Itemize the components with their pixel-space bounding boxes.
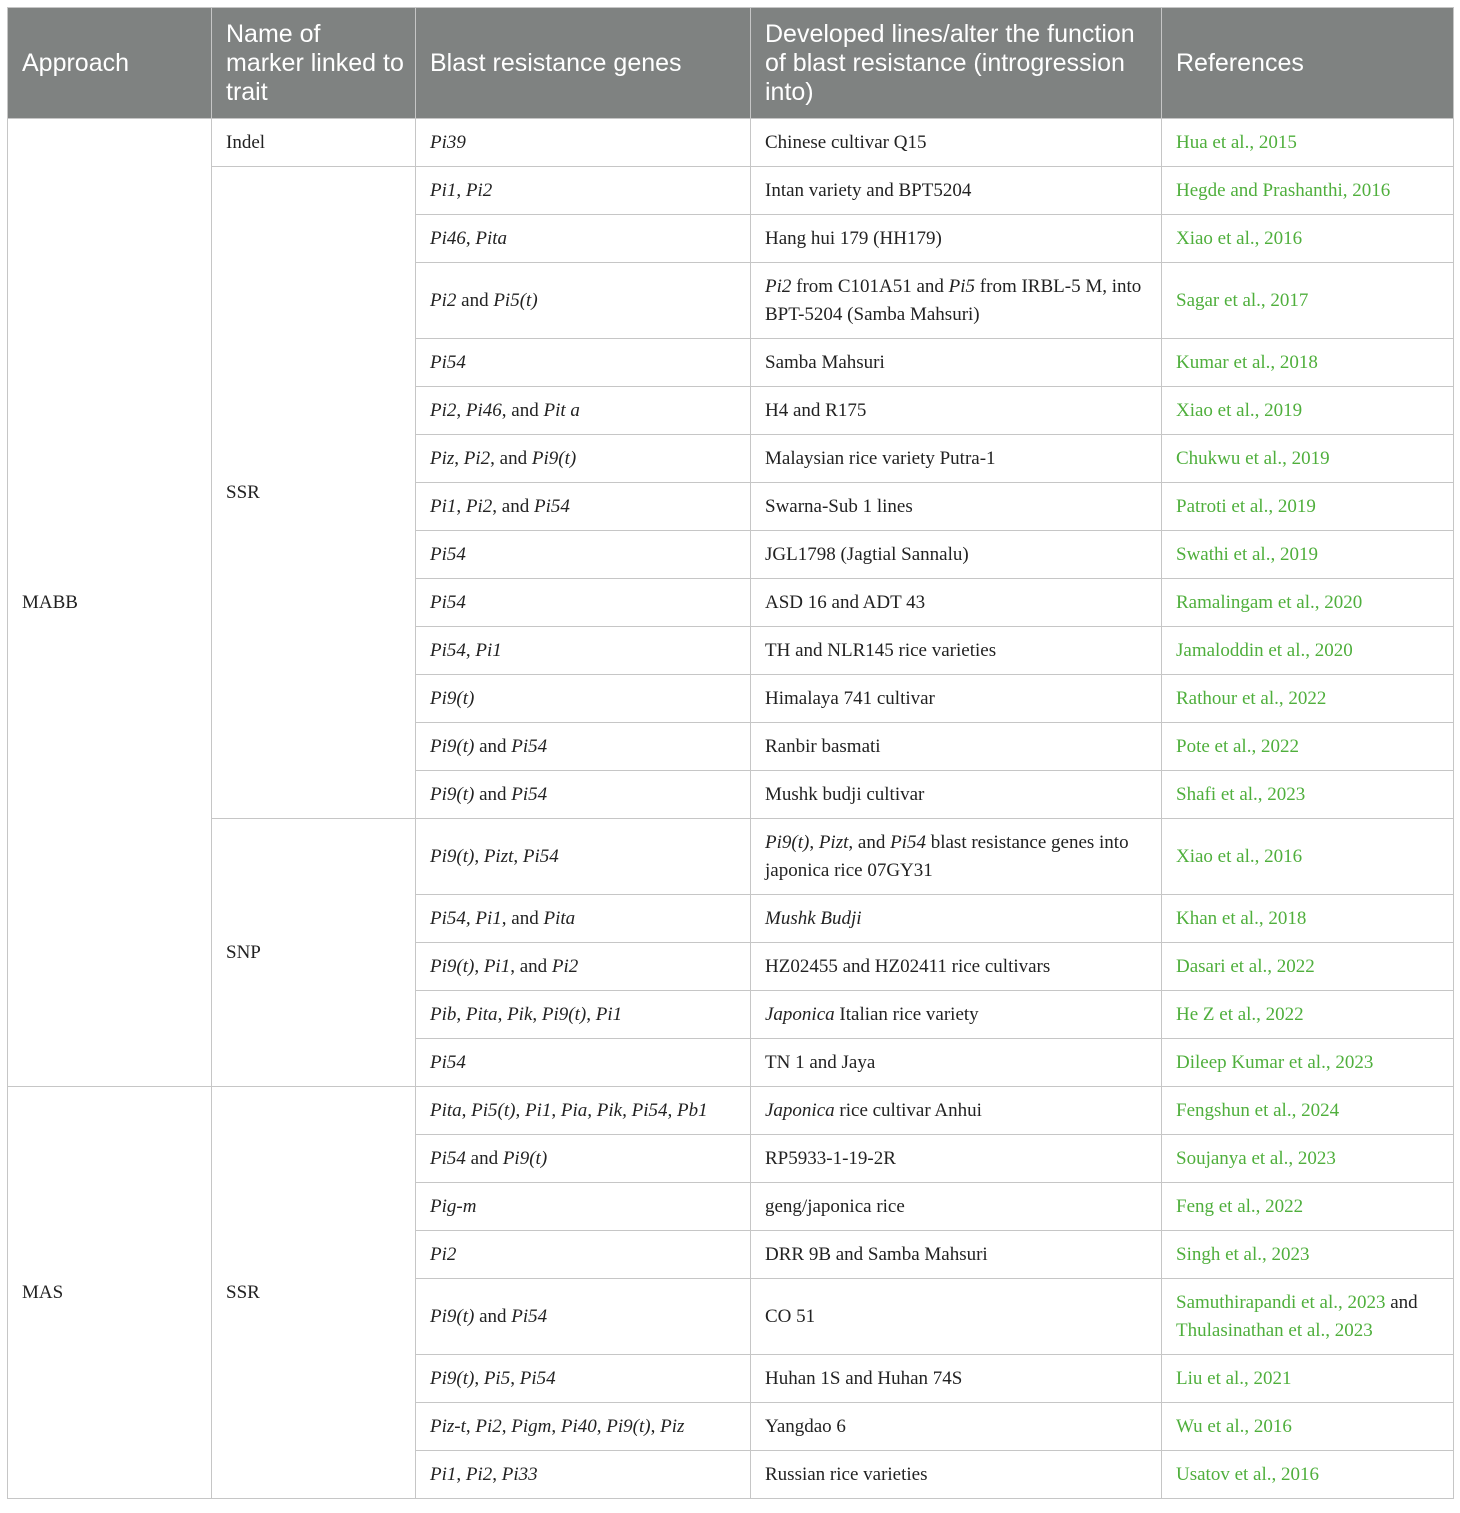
text-fragment: Italian rice variety [834,1003,979,1025]
genes-cell [416,1039,751,1087]
developed-line-cell [751,1135,1162,1183]
gene-name: Pi54 [430,1147,466,1169]
developed-line-cell [751,1403,1162,1451]
reference-link[interactable]: Liu et al., 2021 [1176,1367,1292,1389]
text-fragment: , [497,1003,508,1025]
text-fragment: DRR 9B and Samba Mahsuri [765,1243,988,1265]
genes-cell [416,895,751,943]
developed-line-cell [751,627,1162,675]
gene-name: Pi2 [465,495,493,517]
gene-name: Pi54 [430,1051,466,1073]
reference-cell [1162,1231,1454,1279]
gene-name: Pi54, Pi1 [430,907,502,929]
reference-link[interactable]: Jamaloddin et al., 2020 [1176,639,1353,661]
gene-name: Pi54 [511,783,548,805]
text-fragment: , [454,447,464,469]
text-fragment: , [596,1415,607,1437]
gene-name: Pi2 [465,1463,493,1485]
reference-cell [1162,387,1454,435]
text-fragment: geng/japonica rice [765,1195,905,1217]
reference-link[interactable]: Xiao et al., 2019 [1176,399,1303,421]
reference-cell [1162,1451,1454,1499]
gene-name: Pi54 [430,639,466,661]
gene-name: Pi9(t) [430,687,475,709]
developed-line-cell [751,1355,1162,1403]
developed-line-cell [751,771,1162,819]
text-fragment: CO 51 [765,1305,816,1327]
text-fragment: , [456,399,466,421]
gene-name: Pi5(t) [493,289,538,311]
genes-cell [416,1279,751,1355]
reference-link[interactable]: Thulasinathan et al., 2023 [1176,1319,1373,1341]
text-fragment: and [456,289,494,311]
genes-cell [416,771,751,819]
gene-name: Pizt [483,845,514,867]
text-fragment: Hang hui 179 (HH179) [765,227,942,249]
text-fragment: , [474,1367,484,1389]
gene-name: Pib [430,1003,457,1025]
gene-name: Pi2 [765,275,792,297]
gene-name: Pig-m [430,1195,477,1217]
text-fragment: from C101A51 and [791,275,949,297]
text-fragment: , [586,1003,596,1025]
marker-snp: SNP [212,819,416,1087]
text-fragment: , [501,1415,512,1437]
reference-cell [1162,263,1454,339]
reference-cell [1162,771,1454,819]
developed-line-cell [751,531,1162,579]
text-fragment: , [456,495,466,517]
reference-cell [1162,895,1454,943]
developed-line-cell [751,483,1162,531]
gene-name: Pi39 [430,131,466,153]
reference-link[interactable]: Soujanya et al., 2023 [1176,1147,1336,1169]
gene-name: Pi5(t) [471,1099,516,1121]
genes-cell [416,943,751,991]
genes-cell [416,531,751,579]
gene-name: Pita [475,227,508,249]
developed-line-cell [751,387,1162,435]
gene-name: Piz [430,447,455,469]
gene-name: Pit a [543,399,580,421]
genes-cell [416,1231,751,1279]
text-fragment: , [515,1099,525,1121]
gene-name: Pi5 [483,1367,511,1389]
reference-cell [1162,579,1454,627]
genes-cell [416,435,751,483]
reference-cell [1162,339,1454,387]
genes-cell [416,723,751,771]
reference-cell [1162,531,1454,579]
genes-cell [416,387,751,435]
genes-cell [416,1135,751,1183]
developed-line-cell [751,435,1162,483]
text-fragment: HZ02455 and HZ02411 rice cultivars [765,955,1051,977]
developed-line-cell [751,1451,1162,1499]
text-fragment: , and [490,447,532,469]
text-fragment: Samba Mahsuri [765,351,885,373]
header-references: References [1162,8,1454,119]
gene-name: Pi1 [595,1003,623,1025]
text-fragment: Malaysian rice variety Putra-1 [765,447,996,469]
developed-line-cell [751,579,1162,627]
marker-ssr: SSR [212,167,416,819]
gene-name: Pi40 [560,1415,597,1437]
reference-link[interactable]: Shafi et al., 2023 [1176,783,1306,805]
developed-line-cell [751,991,1162,1039]
gene-name: Pi2 [475,1415,502,1437]
gene-name: Pi9(t) [430,955,475,977]
header-developed-lines: Developed lines/alter the function of blast resistance (introgression into) [751,8,1162,119]
genes-cell [416,1355,751,1403]
text-fragment: Ranbir basmati [765,735,881,757]
gene-name: Pi54 [430,591,466,613]
reference-separator: and [1385,1291,1418,1313]
text-fragment: rice cultivar Anhui [834,1099,982,1121]
gene-name: Pi54 [533,495,570,517]
gene-name: Pi9(t) [430,735,475,757]
reference-cell [1162,819,1454,895]
gene-name: Pi9(t) [430,845,475,867]
developed-line-cell [751,215,1162,263]
genes-cell [416,483,751,531]
developed-line-cell [751,943,1162,991]
marker-ssr: SSR [212,1087,416,1499]
marker-indel: Indel [212,119,416,167]
gene-name: Pi9(t) [606,1415,651,1437]
developed-line-cell [751,1231,1162,1279]
genes-cell [416,1451,751,1499]
reference-link[interactable]: Chukwu et al., 2019 [1176,447,1330,469]
reference-cell [1162,723,1454,771]
reference-link[interactable]: Dasari et al., 2022 [1176,955,1315,977]
gene-name: Pita [430,1099,462,1121]
reference-link[interactable]: Kumar et al., 2018 [1176,351,1318,373]
text-fragment: , and [492,495,534,517]
reference-link[interactable]: Xiao et al., 2016 [1176,227,1303,249]
gene-name: Piz [660,1415,685,1437]
table-row [8,119,1454,167]
reference-cell [1162,675,1454,723]
reference-cell [1162,1403,1454,1451]
reference-link[interactable]: Fengshun et al., 2024 [1176,1099,1340,1121]
gene-name: Pi54 [519,1367,556,1389]
developed-line-cell [751,1039,1162,1087]
gene-name: Pi2 [465,179,493,201]
text-fragment: , [456,1003,466,1025]
gene-name: Pi54 [430,543,466,565]
developed-line-cell [751,119,1162,167]
reference-link[interactable]: Pote et al., 2022 [1176,735,1299,757]
developed-line-cell [751,1279,1162,1355]
gene-name: Pi1 [475,639,502,661]
genes-cell [416,167,751,215]
genes-cell [416,819,751,895]
reference-link[interactable]: Samuthirapandi et al., 2023 [1176,1291,1386,1313]
genes-cell [416,1183,751,1231]
gene-name: Japonica [765,1003,835,1025]
gene-name: Pizt [818,831,849,853]
gene-name: Mushk Budji [765,907,862,929]
text-fragment: , and [510,955,552,977]
genes-cell [416,1087,751,1135]
text-fragment: , [474,845,484,867]
gene-name: Pi46 [465,399,502,421]
text-fragment: , [456,179,466,201]
gene-name: Pi1 [430,1463,457,1485]
table-row [8,167,1454,215]
developed-line-cell [751,1183,1162,1231]
text-fragment: TH and NLR145 rice varieties [765,639,997,661]
genes-cell [416,263,751,339]
text-fragment: Yangdao 6 [765,1415,846,1437]
text-fragment: , [650,1415,661,1437]
reference-cell [1162,215,1454,263]
reference-cell [1162,1087,1454,1135]
text-fragment: Mushk budji cultivar [765,783,925,805]
gene-name: Pi9(t) [430,1305,475,1327]
text-fragment: Russian rice varieties [765,1463,928,1485]
text-fragment: , [510,1367,520,1389]
gene-name: Pita [465,1003,498,1025]
text-fragment: Huhan 1S and Huhan 74S [765,1367,963,1389]
table-row [8,1087,1454,1135]
text-fragment: ASD 16 and ADT 43 [765,591,926,613]
genes-cell [416,1403,751,1451]
reference-cell [1162,1135,1454,1183]
reference-cell [1162,1039,1454,1087]
reference-link[interactable]: Hegde and Prashanthi, 2016 [1176,179,1391,201]
text-fragment: Intan variety and BPT5204 [765,179,972,201]
gene-name: Pi2 [463,447,491,469]
genes-cell [416,991,751,1039]
text-fragment: , [474,955,484,977]
reference-link[interactable]: Swathi et al., 2019 [1176,543,1318,565]
reference-cell [1162,483,1454,531]
text-fragment: Himalaya 741 cultivar [765,687,935,709]
reference-link[interactable]: Singh et al., 2023 [1176,1243,1310,1265]
gene-name: Pi54 [522,845,559,867]
text-fragment: , and [501,907,544,929]
header-genes: Blast resistance genes [416,8,751,119]
reference-link[interactable]: Usatov et al., 2016 [1176,1463,1320,1485]
gene-name: Pi1 [430,179,457,201]
gene-name: Pi9(t) [430,1367,475,1389]
text-fragment: , [465,639,476,661]
reference-link[interactable]: Khan et al., 2018 [1176,907,1307,929]
text-fragment: JGL1798 (Jagtial Sannalu) [765,543,969,565]
gene-name: Japonica [765,1099,835,1121]
reference-link[interactable]: Sagar et al., 2017 [1176,289,1309,311]
reference-cell [1162,167,1454,215]
text-fragment: , and [501,399,544,421]
text-fragment: , [461,1099,472,1121]
gene-name: Pik [507,1003,533,1025]
developed-line-cell [751,167,1162,215]
gene-name: Pi46 [430,227,466,249]
text-fragment: and [465,1147,503,1169]
blast-resistance-table [7,7,1454,1499]
text-fragment: from IRBL-5 M, into BPT-5204 (Samba Mahsuri) [765,275,1142,325]
developed-line-cell [751,895,1162,943]
table-row [8,819,1454,895]
developed-line-cell [751,819,1162,895]
gene-name: Pi2 [430,289,457,311]
reference-cell [1162,1183,1454,1231]
gene-name: Pi33 [501,1463,538,1485]
header-marker: Name of marker linked to trait [212,8,416,119]
text-fragment: , [465,227,476,249]
text-fragment: , and [848,831,891,853]
gene-name: Pi5 [948,275,976,297]
reference-link[interactable]: Ramalingam et al., 2020 [1176,591,1363,613]
gene-name: Pi9(t) [531,447,577,469]
developed-line-cell [751,339,1162,387]
text-fragment: and [474,1305,512,1327]
group-approach-mabb: MABB [8,119,212,1087]
gene-name: Pi2 [430,1243,457,1265]
text-fragment: , [551,1099,561,1121]
gene-name: Pi9(t) [430,783,475,805]
text-fragment: Swarna-Sub 1 lines [765,495,913,517]
reference-cell [1162,991,1454,1039]
reference-link[interactable]: Rathour et al., 2022 [1176,687,1327,709]
gene-name: Pi2 [551,955,579,977]
text-fragment: , [465,1415,476,1437]
text-fragment: RP5933-1-19-2R [765,1147,896,1169]
developed-line-cell [751,723,1162,771]
reference-cell [1162,119,1454,167]
gene-name: Pi9(t) [765,831,810,853]
reference-link[interactable]: Hua et al., 2015 [1176,131,1297,153]
reference-link[interactable]: Wu et al., 2016 [1176,1415,1292,1437]
reference-link[interactable]: Xiao et al., 2016 [1176,845,1303,867]
genes-cell [416,215,751,263]
developed-line-cell [751,263,1162,339]
gene-name: Pi54 [511,1305,548,1327]
text-fragment: , [551,1415,561,1437]
gene-name: Pita [543,907,576,929]
reference-link[interactable]: Patroti et al., 2019 [1176,495,1316,517]
text-fragment: , [809,831,819,853]
text-fragment: , [492,1463,502,1485]
developed-line-cell [751,1087,1162,1135]
text-fragment: , [532,1003,542,1025]
genes-cell [416,579,751,627]
gene-name: Pi1 [430,495,457,517]
text-fragment: , [513,845,523,867]
text-fragment: , [456,1463,466,1485]
text-fragment: H4 and R175 [765,399,867,421]
reference-link[interactable]: Feng et al., 2022 [1176,1195,1304,1217]
text-fragment: TN 1 and Jaya [765,1051,876,1073]
text-fragment: blast resistance genes into japonica rice 07GY31 [765,831,1129,881]
reference-cell [1162,627,1454,675]
header-row [8,8,1454,119]
gene-name: Pi54 [890,831,926,853]
text-fragment: and [474,735,512,757]
reference-link[interactable]: Dileep Kumar et al., 2023 [1176,1051,1374,1073]
gene-name: Pi54 [430,351,466,373]
gene-name: Pi54 [511,735,548,757]
genes-cell [416,675,751,723]
genes-cell [416,119,751,167]
reference-cell [1162,435,1454,483]
text-fragment: Chinese cultivar Q15 [765,131,927,153]
reference-cell [1162,1279,1454,1355]
gene-name: Pigm [511,1415,552,1437]
header-approach: Approach [8,8,212,119]
gene-name: Pi2 [430,399,457,421]
reference-cell [1162,1355,1454,1403]
reference-cell [1162,943,1454,991]
gene-name: Pi1 [483,955,511,977]
gene-name: Pi9(t) [541,1003,587,1025]
gene-name: Pia, Pik, Pi54, Pb1 [560,1099,708,1121]
reference-link[interactable]: He Z et al., 2022 [1176,1003,1304,1025]
gene-name: Pi1 [525,1099,552,1121]
genes-cell [416,339,751,387]
group-approach-mas: MAS [8,1087,212,1499]
gene-name: Pi9(t) [502,1147,548,1169]
gene-name: Piz-t [430,1415,466,1437]
developed-line-cell [751,675,1162,723]
table-body [8,119,1454,1499]
text-fragment: and [474,783,512,805]
genes-cell [416,627,751,675]
